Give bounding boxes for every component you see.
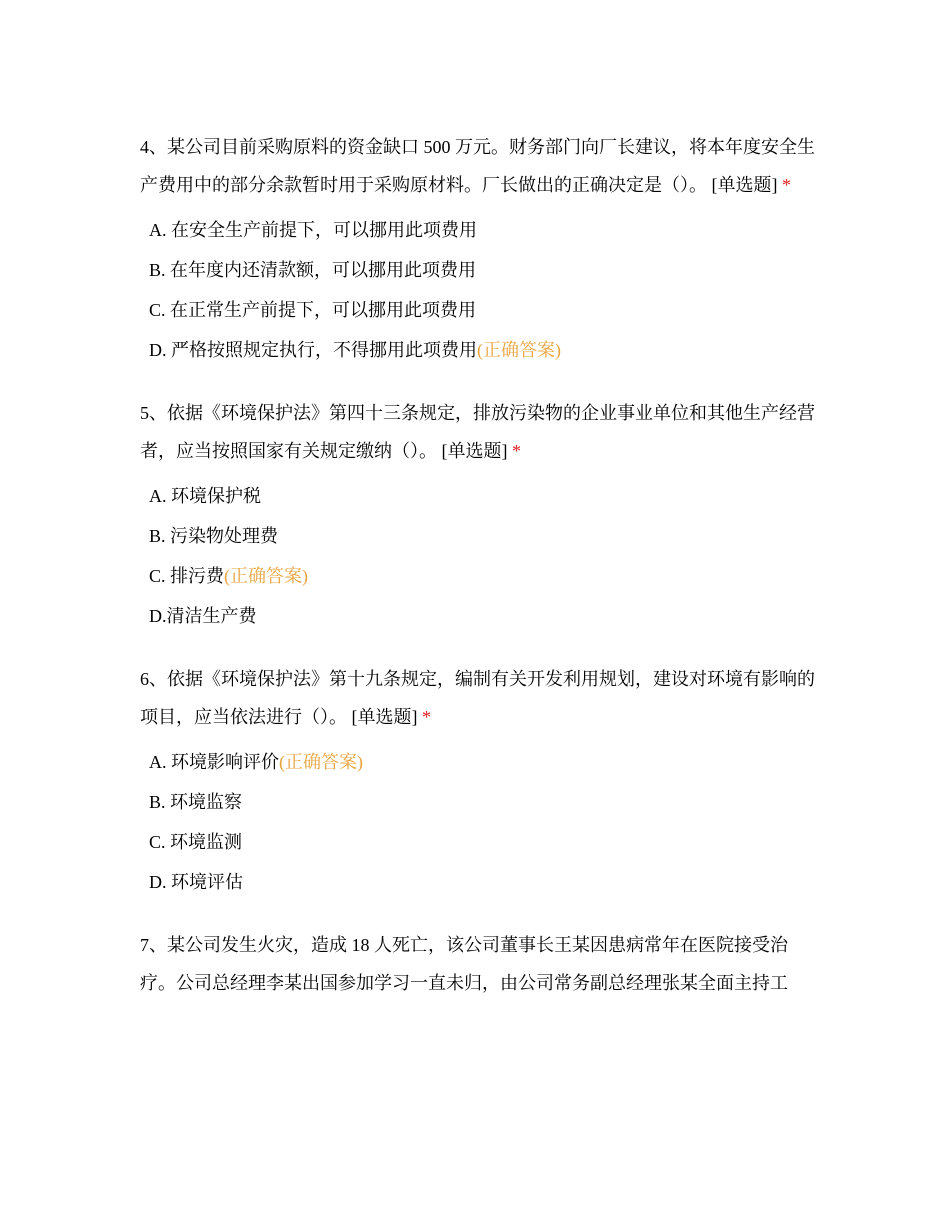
option-list: [140, 742, 815, 902]
option-list: [140, 210, 815, 370]
correct-answer-label: (正确答案): [224, 566, 309, 586]
question-text: 7、某公司发生火灾，造成 18 人死亡，该公司董事长王某因患病常年在医院接受治疗。公司总经理李某出国参加学习一直未归，由公司常务副总经理张某全面主持工: [140, 935, 788, 993]
option-d[interactable]: D. 严格按照规定执行，不得挪用此项费用(正确答案): [149, 340, 561, 360]
question-text: 5、依据《环境保护法》第四十三条规定，排放污染物的企业事业单位和其他生产经营者，应当按照国家有关规定缴纳（）。 [单选题] *: [140, 403, 815, 461]
option-d[interactable]: D. 环境评估: [149, 872, 243, 892]
question-text: 4、某公司目前采购原料的资金缺口 500 万元。财务部门向厂长建议，将本年度安全生产费用中的部分余款暂时用于采购原材料。厂长做出的正确决定是（）。 [单选题] *: [140, 137, 815, 195]
option-list: [140, 476, 815, 636]
option-a[interactable]: A. 环境影响评价(正确答案): [149, 752, 363, 772]
question-7: [140, 926, 815, 1002]
option-c[interactable]: C. 环境监测: [149, 832, 243, 852]
option-b[interactable]: B. 在年度内还清款额，可以挪用此项费用: [149, 260, 477, 280]
required-mark: *: [422, 707, 431, 727]
required-mark: *: [512, 441, 521, 461]
option-a[interactable]: A. 环境保护税: [149, 486, 261, 506]
question-6: [140, 660, 815, 902]
option-a[interactable]: A. 在安全生产前提下，可以挪用此项费用: [149, 220, 477, 240]
option-d[interactable]: D.清洁生产费: [149, 606, 257, 626]
option-c[interactable]: C. 在正常生产前提下，可以挪用此项费用: [149, 300, 477, 320]
option-b[interactable]: B. 环境监察: [149, 792, 243, 812]
question-text: 6、依据《环境保护法》第十九条规定，编制有关开发利用规划，建设对环境有影响的项目，应当依法进行（）。 [单选题] *: [140, 669, 815, 727]
required-mark: *: [782, 175, 791, 195]
exam-document: [140, 128, 815, 1026]
correct-answer-label: (正确答案): [477, 340, 561, 360]
question-5: [140, 394, 815, 636]
correct-answer-label: (正确答案): [279, 752, 363, 772]
option-c[interactable]: C. 排污费(正确答案): [149, 566, 309, 586]
option-b[interactable]: B. 污染物处理费: [149, 526, 279, 546]
question-4: [140, 128, 815, 370]
